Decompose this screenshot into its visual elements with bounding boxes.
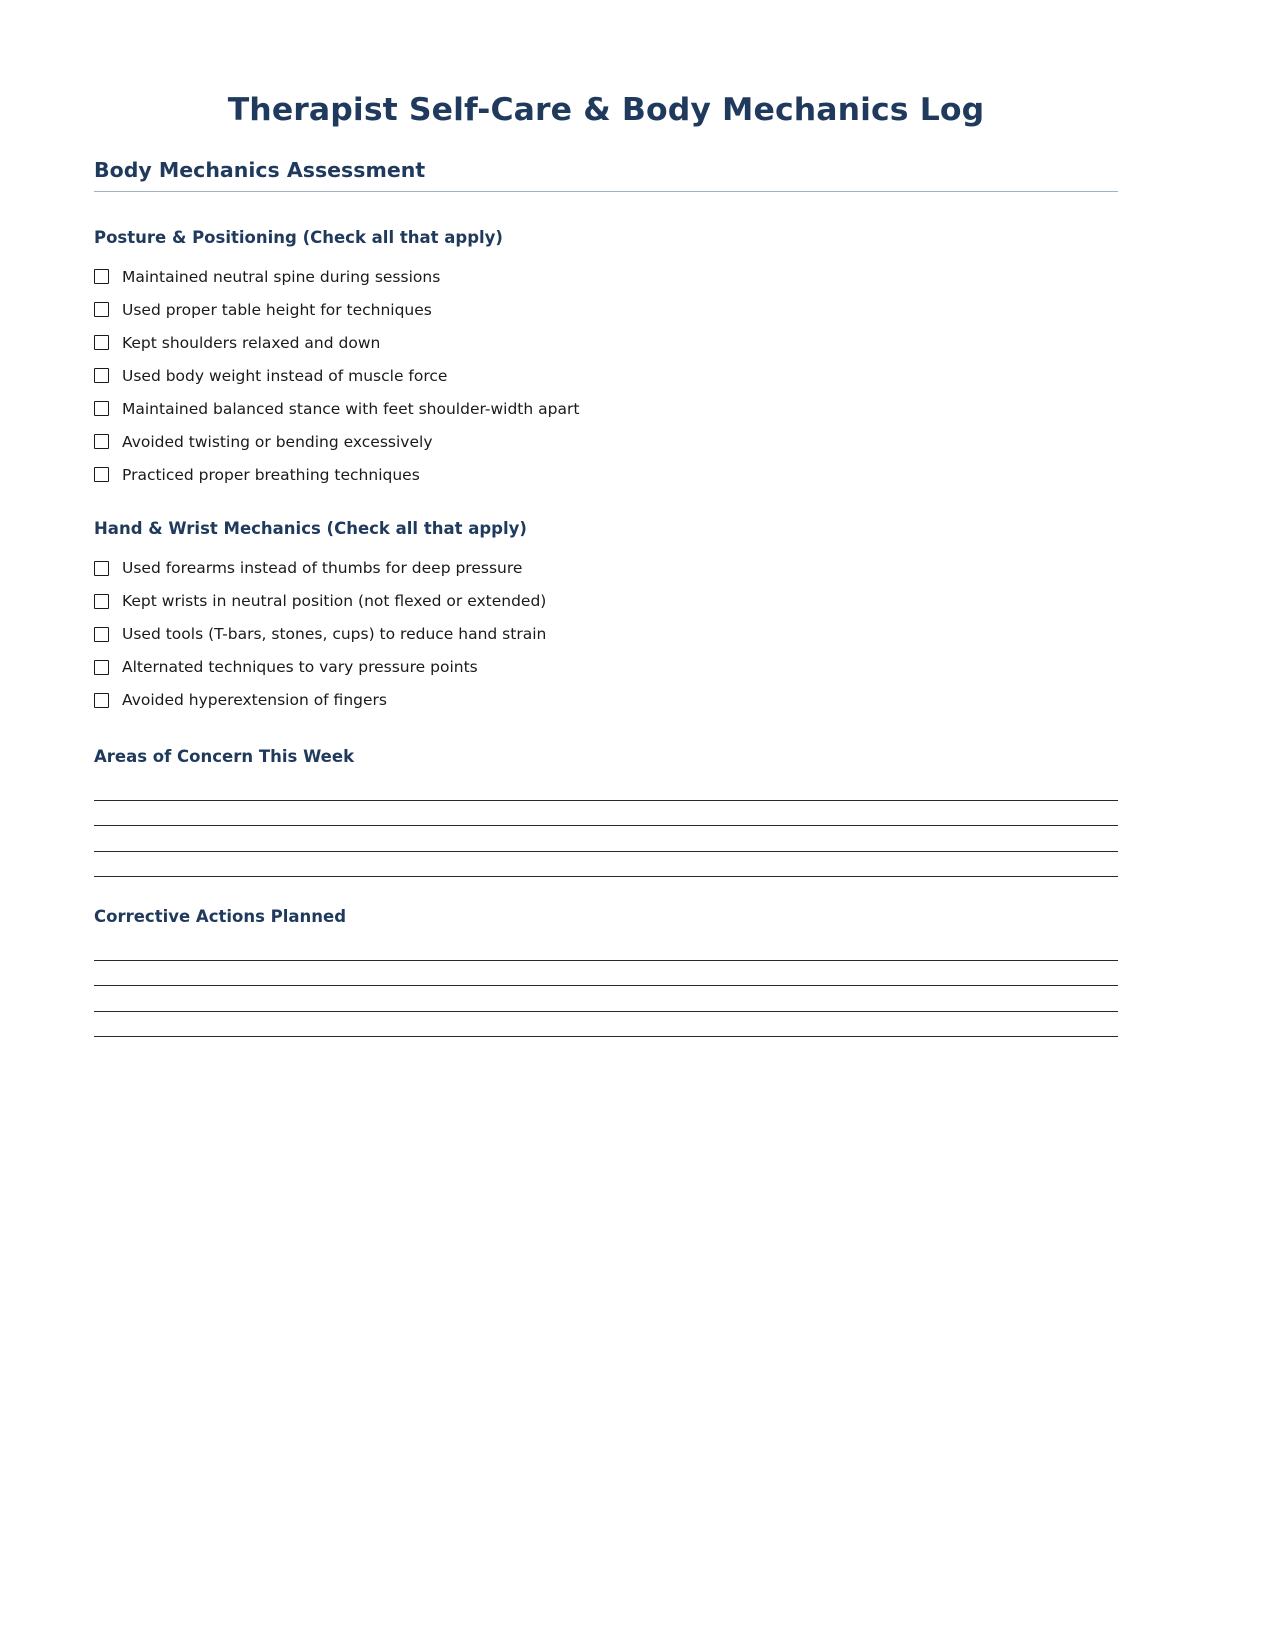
checkbox-icon[interactable]	[94, 368, 109, 383]
checkbox-row[interactable]	[94, 552, 1118, 585]
checkbox-icon[interactable]	[94, 302, 109, 317]
subsection-heading-hand-wrist-mechanics: Hand & Wrist Mechanics (Check all that apply)	[94, 519, 527, 539]
checkbox-label: Practiced proper breathing techniques	[122, 465, 420, 484]
section-heading-body-mechanics-assessment: Body Mechanics Assessment	[94, 158, 426, 183]
section-divider	[94, 191, 1118, 192]
subsection-heading-posture-positioning: Posture & Positioning (Check all that apply)	[94, 227, 503, 247]
areas-of-concern-write-lines	[94, 768, 1118, 878]
checkbox-label: Kept shoulders relaxed and down	[122, 333, 381, 352]
checkbox-label: Maintained neutral spine during sessions	[122, 267, 441, 286]
checkbox-row[interactable]	[94, 585, 1118, 618]
write-line[interactable]	[94, 985, 1118, 986]
checkbox-icon[interactable]	[94, 434, 109, 449]
write-line[interactable]	[94, 960, 1118, 961]
checkbox-row[interactable]	[94, 684, 1118, 717]
checkbox-icon[interactable]	[94, 401, 109, 416]
checkbox-label: Used forearms instead of thumbs for deep pressure	[122, 559, 523, 578]
subsection-heading-areas-of-concern: Areas of Concern This Week	[94, 747, 355, 767]
checkbox-row[interactable]	[94, 618, 1118, 651]
hand-wrist-checklist	[94, 540, 1118, 717]
checkbox-row[interactable]	[94, 293, 1118, 326]
checkbox-icon[interactable]	[94, 693, 109, 708]
checkbox-label: Used tools (T-bars, stones, cups) to reduce hand strain	[122, 625, 547, 644]
checkbox-label: Kept wrists in neutral position (not flexed or extended)	[122, 592, 547, 611]
checkbox-icon[interactable]	[94, 627, 109, 642]
checkbox-row[interactable]	[94, 392, 1118, 425]
document-content	[94, 0, 1118, 1037]
write-line[interactable]	[94, 800, 1118, 801]
checkbox-row[interactable]	[94, 651, 1118, 684]
checkbox-label: Alternated techniques to vary pressure points	[122, 658, 478, 677]
checkbox-icon[interactable]	[94, 269, 109, 284]
checkbox-row[interactable]	[94, 359, 1118, 392]
checkbox-icon[interactable]	[94, 660, 109, 675]
write-line[interactable]	[94, 825, 1118, 826]
checkbox-icon[interactable]	[94, 335, 109, 350]
posture-checklist	[94, 248, 1118, 491]
write-line[interactable]	[94, 851, 1118, 852]
checkbox-icon[interactable]	[94, 561, 109, 576]
checkbox-label: Used proper table height for techniques	[122, 300, 432, 319]
checkbox-row[interactable]	[94, 260, 1118, 293]
corrective-actions-write-lines	[94, 928, 1118, 1038]
write-line[interactable]	[94, 1011, 1118, 1012]
checkbox-icon[interactable]	[94, 467, 109, 482]
checkbox-row[interactable]	[94, 458, 1118, 491]
checkbox-row[interactable]	[94, 326, 1118, 359]
subsection-heading-corrective-actions: Corrective Actions Planned	[94, 907, 347, 927]
page-title: Therapist Self-Care & Body Mechanics Log	[227, 92, 985, 128]
checkbox-icon[interactable]	[94, 594, 109, 609]
checkbox-label: Used body weight instead of muscle force	[122, 366, 448, 385]
checkbox-row[interactable]	[94, 425, 1118, 458]
checkbox-label: Avoided hyperextension of fingers	[122, 691, 387, 710]
checkbox-label: Maintained balanced stance with feet shoulder-width apart	[122, 399, 580, 418]
write-line[interactable]	[94, 1036, 1118, 1037]
checkbox-label: Avoided twisting or bending excessively	[122, 432, 433, 451]
